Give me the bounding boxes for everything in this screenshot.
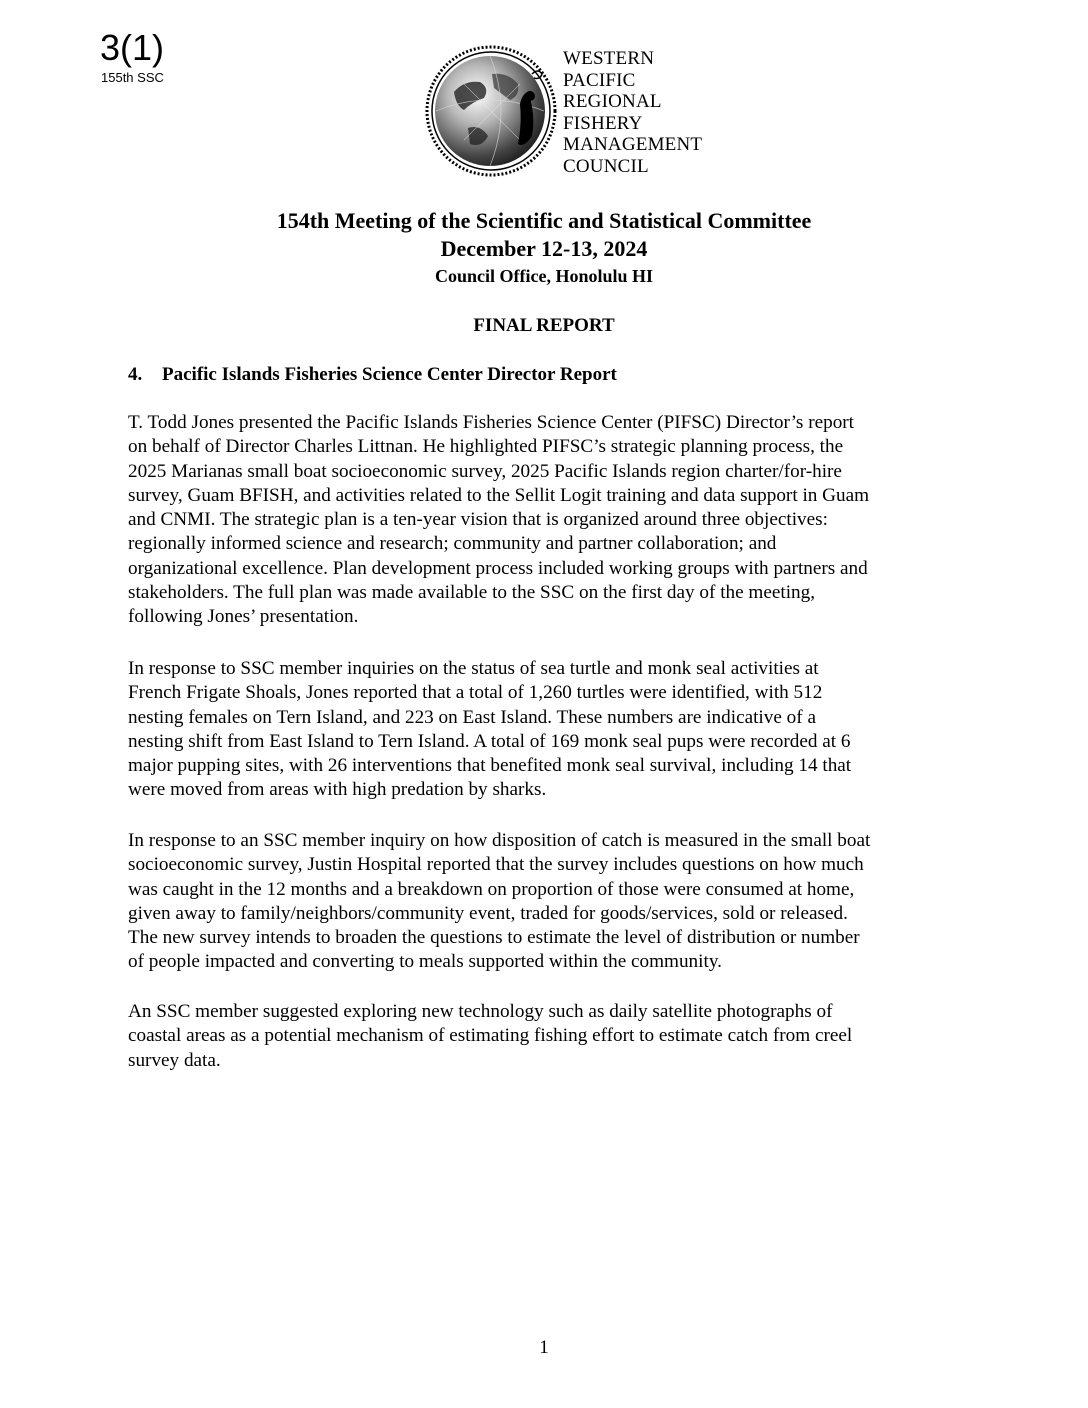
report-label: FINAL REPORT (473, 315, 615, 336)
paragraph-line: In response to an SSC member inquiry on how disposition of catch is measured in the small boat (128, 830, 871, 851)
council-name-line: PACIFIC (563, 69, 636, 91)
section-heading (128, 362, 617, 388)
agenda-number: 3(1) (100, 27, 165, 68)
paragraph-line: were moved from areas with high predation by sharks. (128, 779, 547, 801)
paragraph-line: In response to SSC member inquiries on the status of sea turtle and monk seal activities at (128, 658, 819, 679)
paragraph (128, 411, 968, 630)
paragraph (128, 1000, 968, 1073)
paragraph-line: stakeholders. The full plan was made available to the SSC on the first day of the meeting, (128, 582, 816, 604)
agenda-subtitle: 155th SSC (101, 70, 164, 85)
paragraph-line: following Jones’ presentation. (128, 606, 359, 628)
council-name (563, 48, 702, 177)
council-name-line: MANAGEMENT (563, 134, 703, 155)
council-name-line: WESTERN (563, 48, 655, 69)
paragraph-line: socioeconomic survey, Justin Hospital reported that the survey includes questions on how much (128, 854, 864, 876)
globe-seal-logo-icon (424, 44, 558, 178)
council-name-line: REGIONAL (563, 91, 662, 112)
paragraph-line: survey, Guam BFISH, and activities related to the Sellit Logit training and data support in Guam (128, 484, 870, 506)
section-number: 4. (128, 364, 143, 385)
paragraph-line: major pupping sites, with 26 interventions that benefited monk seal survival, including 14 that (128, 755, 852, 777)
meeting-title: 154th Meeting of the Scientific and Statistical Committee (276, 208, 812, 233)
paragraph (128, 829, 968, 975)
paragraph-line: survey data. (128, 1049, 221, 1071)
paragraph-line: T. Todd Jones presented the Pacific Islands Fisheries Science Center (PIFSC) Director’s report (128, 412, 855, 433)
paragraph-line: regionally informed science and research; community and partner collaboration; and (128, 533, 777, 555)
paragraph-line: An SSC member suggested exploring new technology such as daily satellite photographs of (128, 1001, 833, 1022)
paragraph-line: of people impacted and converting to meals supported within the community. (128, 951, 722, 973)
council-name-line: COUNCIL (563, 155, 649, 177)
council-name-line: FISHERY (563, 112, 643, 134)
page-number: 1 (539, 1337, 549, 1358)
meeting-location: Council Office, Honolulu HI (434, 266, 654, 286)
paragraph-line: coastal areas as a potential mechanism of estimating fishing effort to estimate catch from creel (128, 1025, 853, 1047)
paragraph-line: The new survey intends to broaden the questions to estimate the level of distribution or number (128, 927, 860, 949)
paragraph-line: French Frigate Shoals, Jones reported that a total of 1,260 turtles were identified, with 512 (128, 682, 823, 704)
paragraph-line: given away to family/neighbors/community event, traded for goods/services, sold or released. (128, 902, 848, 924)
paragraph-line: 2025 Marianas small boat socioeconomic survey, 2025 Pacific Islands region charter/for-hire (128, 460, 842, 482)
paragraph-line: nesting shift from East Island to Tern Island. A total of 169 monk seal pups were recorded at 6 (128, 730, 851, 752)
paragraph-line: on behalf of Director Charles Littnan. He highlighted PIFSC’s strategic planning process, the (128, 436, 844, 458)
paragraph-line: organizational excellence. Plan development process included working groups with partners and (128, 557, 868, 579)
paragraph-line: and CNMI. The strategic plan is a ten-year vision that is organized around three objectives: (128, 509, 828, 531)
paragraph-line: was caught in the 12 months and a breakdown on proportion of those were consumed at home, (128, 878, 855, 900)
section-title: Pacific Islands Fisheries Science Center Director Report (162, 364, 617, 385)
meeting-date: December 12-13, 2024 (440, 236, 648, 261)
paragraph-line: nesting females on Tern Island, and 223 on East Island. These numbers are indicative of a (128, 706, 816, 728)
paragraph (128, 657, 968, 803)
